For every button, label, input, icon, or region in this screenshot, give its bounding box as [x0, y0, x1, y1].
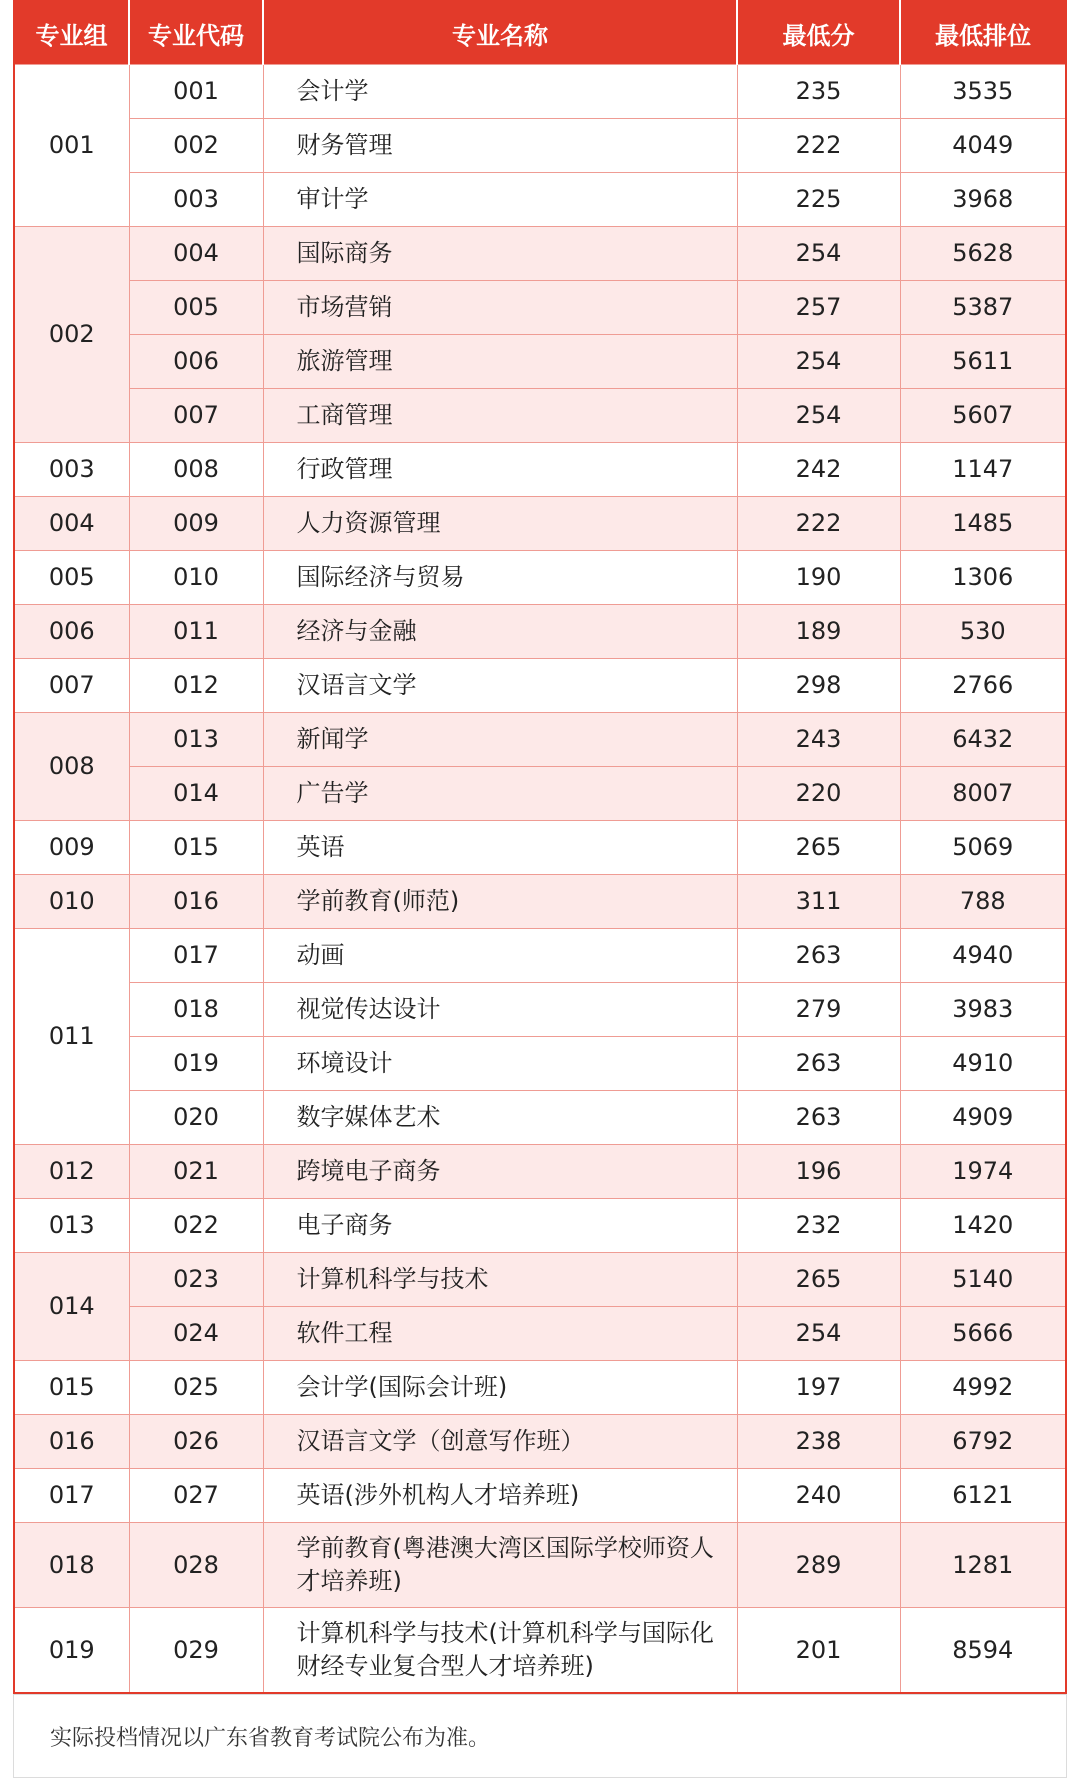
cell-group: 008 [14, 713, 129, 821]
cell-group: 006 [14, 605, 129, 659]
cell-major-name: 财务管理 [263, 119, 737, 173]
table-row [14, 389, 1066, 443]
score-table-container [13, 0, 1067, 1778]
cell-major-name: 新闻学 [263, 713, 737, 767]
table-row [14, 443, 1066, 497]
cell-min-rank: 4992 [900, 1361, 1066, 1415]
cell-group: 001 [14, 65, 129, 227]
cell-min-score: 243 [737, 713, 900, 767]
cell-major-name: 市场营销 [263, 281, 737, 335]
cell-min-rank: 2766 [900, 659, 1066, 713]
table-row [14, 767, 1066, 821]
cell-major-name: 软件工程 [263, 1307, 737, 1361]
table-row [14, 227, 1066, 281]
cell-major-name: 会计学(国际会计班) [263, 1361, 737, 1415]
cell-code: 020 [129, 1091, 263, 1145]
cell-major-name: 国际经济与贸易 [263, 551, 737, 605]
cell-min-rank: 3535 [900, 65, 1066, 119]
cell-min-rank: 4940 [900, 929, 1066, 983]
admission-score-table [13, 0, 1067, 1694]
cell-group: 005 [14, 551, 129, 605]
cell-min-score: 222 [737, 119, 900, 173]
cell-code: 018 [129, 983, 263, 1037]
cell-group: 016 [14, 1415, 129, 1469]
cell-major-name: 会计学 [263, 65, 737, 119]
cell-major-name: 视觉传达设计 [263, 983, 737, 1037]
table-row [14, 659, 1066, 713]
cell-major-name: 英语 [263, 821, 737, 875]
cell-major-name: 汉语言文学 [263, 659, 737, 713]
cell-min-score: 225 [737, 173, 900, 227]
cell-code: 005 [129, 281, 263, 335]
cell-group: 012 [14, 1145, 129, 1199]
cell-min-score: 263 [737, 1091, 900, 1145]
table-row [14, 929, 1066, 983]
cell-min-score: 196 [737, 1145, 900, 1199]
footnote-text: 实际投档情况以广东省教育考试院公布为准。 [50, 1725, 491, 1751]
cell-code: 028 [129, 1523, 263, 1608]
table-body [14, 65, 1066, 1694]
cell-min-rank: 5666 [900, 1307, 1066, 1361]
cell-code: 019 [129, 1037, 263, 1091]
cell-min-rank: 5607 [900, 389, 1066, 443]
table-row [14, 875, 1066, 929]
cell-min-score: 235 [737, 65, 900, 119]
cell-min-score: 265 [737, 821, 900, 875]
cell-min-rank: 8007 [900, 767, 1066, 821]
table-row [14, 1145, 1066, 1199]
table-row [14, 1037, 1066, 1091]
cell-min-score: 240 [737, 1469, 900, 1523]
table-row [14, 497, 1066, 551]
cell-group: 014 [14, 1253, 129, 1361]
cell-group: 011 [14, 929, 129, 1145]
cell-min-score: 201 [737, 1608, 900, 1694]
cell-min-rank: 530 [900, 605, 1066, 659]
cell-group: 009 [14, 821, 129, 875]
cell-min-rank: 4909 [900, 1091, 1066, 1145]
cell-major-name: 环境设计 [263, 1037, 737, 1091]
cell-code: 012 [129, 659, 263, 713]
cell-min-rank: 3968 [900, 173, 1066, 227]
cell-code: 008 [129, 443, 263, 497]
cell-min-score: 242 [737, 443, 900, 497]
cell-code: 023 [129, 1253, 263, 1307]
cell-code: 002 [129, 119, 263, 173]
cell-min-score: 265 [737, 1253, 900, 1307]
cell-code: 014 [129, 767, 263, 821]
cell-min-rank: 1485 [900, 497, 1066, 551]
cell-major-name: 跨境电子商务 [263, 1145, 737, 1199]
cell-major-name: 电子商务 [263, 1199, 737, 1253]
cell-min-score: 254 [737, 227, 900, 281]
cell-min-score: 190 [737, 551, 900, 605]
cell-code: 003 [129, 173, 263, 227]
cell-group: 002 [14, 227, 129, 443]
cell-min-rank: 6792 [900, 1415, 1066, 1469]
cell-min-score: 254 [737, 1307, 900, 1361]
cell-major-name: 计算机科学与技术 [263, 1253, 737, 1307]
header-min-score: 最低分 [737, 1, 900, 65]
cell-min-score: 298 [737, 659, 900, 713]
cell-major-name: 广告学 [263, 767, 737, 821]
cell-min-rank: 1147 [900, 443, 1066, 497]
cell-min-rank: 5140 [900, 1253, 1066, 1307]
cell-code: 006 [129, 335, 263, 389]
cell-min-rank: 5387 [900, 281, 1066, 335]
cell-min-score: 222 [737, 497, 900, 551]
table-row [14, 1523, 1066, 1608]
table-row [14, 281, 1066, 335]
cell-min-rank: 5628 [900, 227, 1066, 281]
cell-min-rank: 1420 [900, 1199, 1066, 1253]
cell-group: 003 [14, 443, 129, 497]
header-major-name: 专业名称 [263, 1, 737, 65]
cell-min-score: 263 [737, 929, 900, 983]
cell-major-name: 学前教育(师范) [263, 875, 737, 929]
cell-min-rank: 5611 [900, 335, 1066, 389]
cell-min-rank: 5069 [900, 821, 1066, 875]
cell-major-name: 审计学 [263, 173, 737, 227]
cell-group: 018 [14, 1523, 129, 1608]
table-row [14, 1608, 1066, 1694]
table-row [14, 605, 1066, 659]
cell-group: 010 [14, 875, 129, 929]
cell-code: 015 [129, 821, 263, 875]
cell-code: 010 [129, 551, 263, 605]
cell-min-rank: 4049 [900, 119, 1066, 173]
cell-code: 009 [129, 497, 263, 551]
table-row [14, 1091, 1066, 1145]
cell-code: 022 [129, 1199, 263, 1253]
cell-group: 007 [14, 659, 129, 713]
cell-min-rank: 3983 [900, 983, 1066, 1037]
cell-code: 021 [129, 1145, 263, 1199]
cell-min-rank: 788 [900, 875, 1066, 929]
cell-min-rank: 6121 [900, 1469, 1066, 1523]
cell-code: 029 [129, 1608, 263, 1694]
table-row [14, 1415, 1066, 1469]
cell-code: 024 [129, 1307, 263, 1361]
cell-major-name: 动画 [263, 929, 737, 983]
cell-code: 001 [129, 65, 263, 119]
cell-group: 015 [14, 1361, 129, 1415]
cell-major-name: 计算机科学与技术(计算机科学与国际化财经专业复合型人才培养班) [263, 1608, 737, 1694]
table-row [14, 65, 1066, 119]
header-group: 专业组 [14, 1, 129, 65]
cell-code: 025 [129, 1361, 263, 1415]
cell-min-score: 257 [737, 281, 900, 335]
cell-min-score: 232 [737, 1199, 900, 1253]
cell-min-score: 289 [737, 1523, 900, 1608]
cell-group: 019 [14, 1608, 129, 1694]
cell-min-score: 254 [737, 335, 900, 389]
cell-major-name: 汉语言文学（创意写作班） [263, 1415, 737, 1469]
footnote-box [13, 1694, 1067, 1778]
table-row [14, 1199, 1066, 1253]
cell-min-score: 197 [737, 1361, 900, 1415]
cell-code: 013 [129, 713, 263, 767]
table-row [14, 551, 1066, 605]
cell-major-name: 数字媒体艺术 [263, 1091, 737, 1145]
cell-major-name: 人力资源管理 [263, 497, 737, 551]
cell-major-name: 学前教育(粤港澳大湾区国际学校师资人才培养班) [263, 1523, 737, 1608]
cell-code: 004 [129, 227, 263, 281]
table-row [14, 1253, 1066, 1307]
table-row [14, 983, 1066, 1037]
cell-min-rank: 1306 [900, 551, 1066, 605]
table-row [14, 173, 1066, 227]
cell-min-score: 189 [737, 605, 900, 659]
cell-major-name: 国际商务 [263, 227, 737, 281]
table-header-row [14, 1, 1066, 65]
header-code: 专业代码 [129, 1, 263, 65]
cell-major-name: 经济与金融 [263, 605, 737, 659]
cell-min-rank: 1974 [900, 1145, 1066, 1199]
cell-code: 017 [129, 929, 263, 983]
cell-min-rank: 1281 [900, 1523, 1066, 1608]
table-row [14, 1361, 1066, 1415]
cell-min-score: 279 [737, 983, 900, 1037]
table-row [14, 1469, 1066, 1523]
cell-min-score: 254 [737, 389, 900, 443]
cell-min-score: 220 [737, 767, 900, 821]
header-min-rank: 最低排位 [900, 1, 1066, 65]
cell-group: 004 [14, 497, 129, 551]
cell-code: 016 [129, 875, 263, 929]
cell-min-rank: 6432 [900, 713, 1066, 767]
cell-min-score: 238 [737, 1415, 900, 1469]
cell-group: 013 [14, 1199, 129, 1253]
cell-major-name: 英语(涉外机构人才培养班) [263, 1469, 737, 1523]
table-row [14, 821, 1066, 875]
cell-min-rank: 4910 [900, 1037, 1066, 1091]
cell-major-name: 旅游管理 [263, 335, 737, 389]
cell-min-rank: 8594 [900, 1608, 1066, 1694]
cell-code: 011 [129, 605, 263, 659]
cell-major-name: 行政管理 [263, 443, 737, 497]
cell-min-score: 311 [737, 875, 900, 929]
table-row [14, 335, 1066, 389]
cell-code: 007 [129, 389, 263, 443]
table-row [14, 119, 1066, 173]
cell-major-name: 工商管理 [263, 389, 737, 443]
table-row [14, 1307, 1066, 1361]
table-row [14, 713, 1066, 767]
cell-code: 027 [129, 1469, 263, 1523]
cell-min-score: 263 [737, 1037, 900, 1091]
cell-group: 017 [14, 1469, 129, 1523]
cell-code: 026 [129, 1415, 263, 1469]
